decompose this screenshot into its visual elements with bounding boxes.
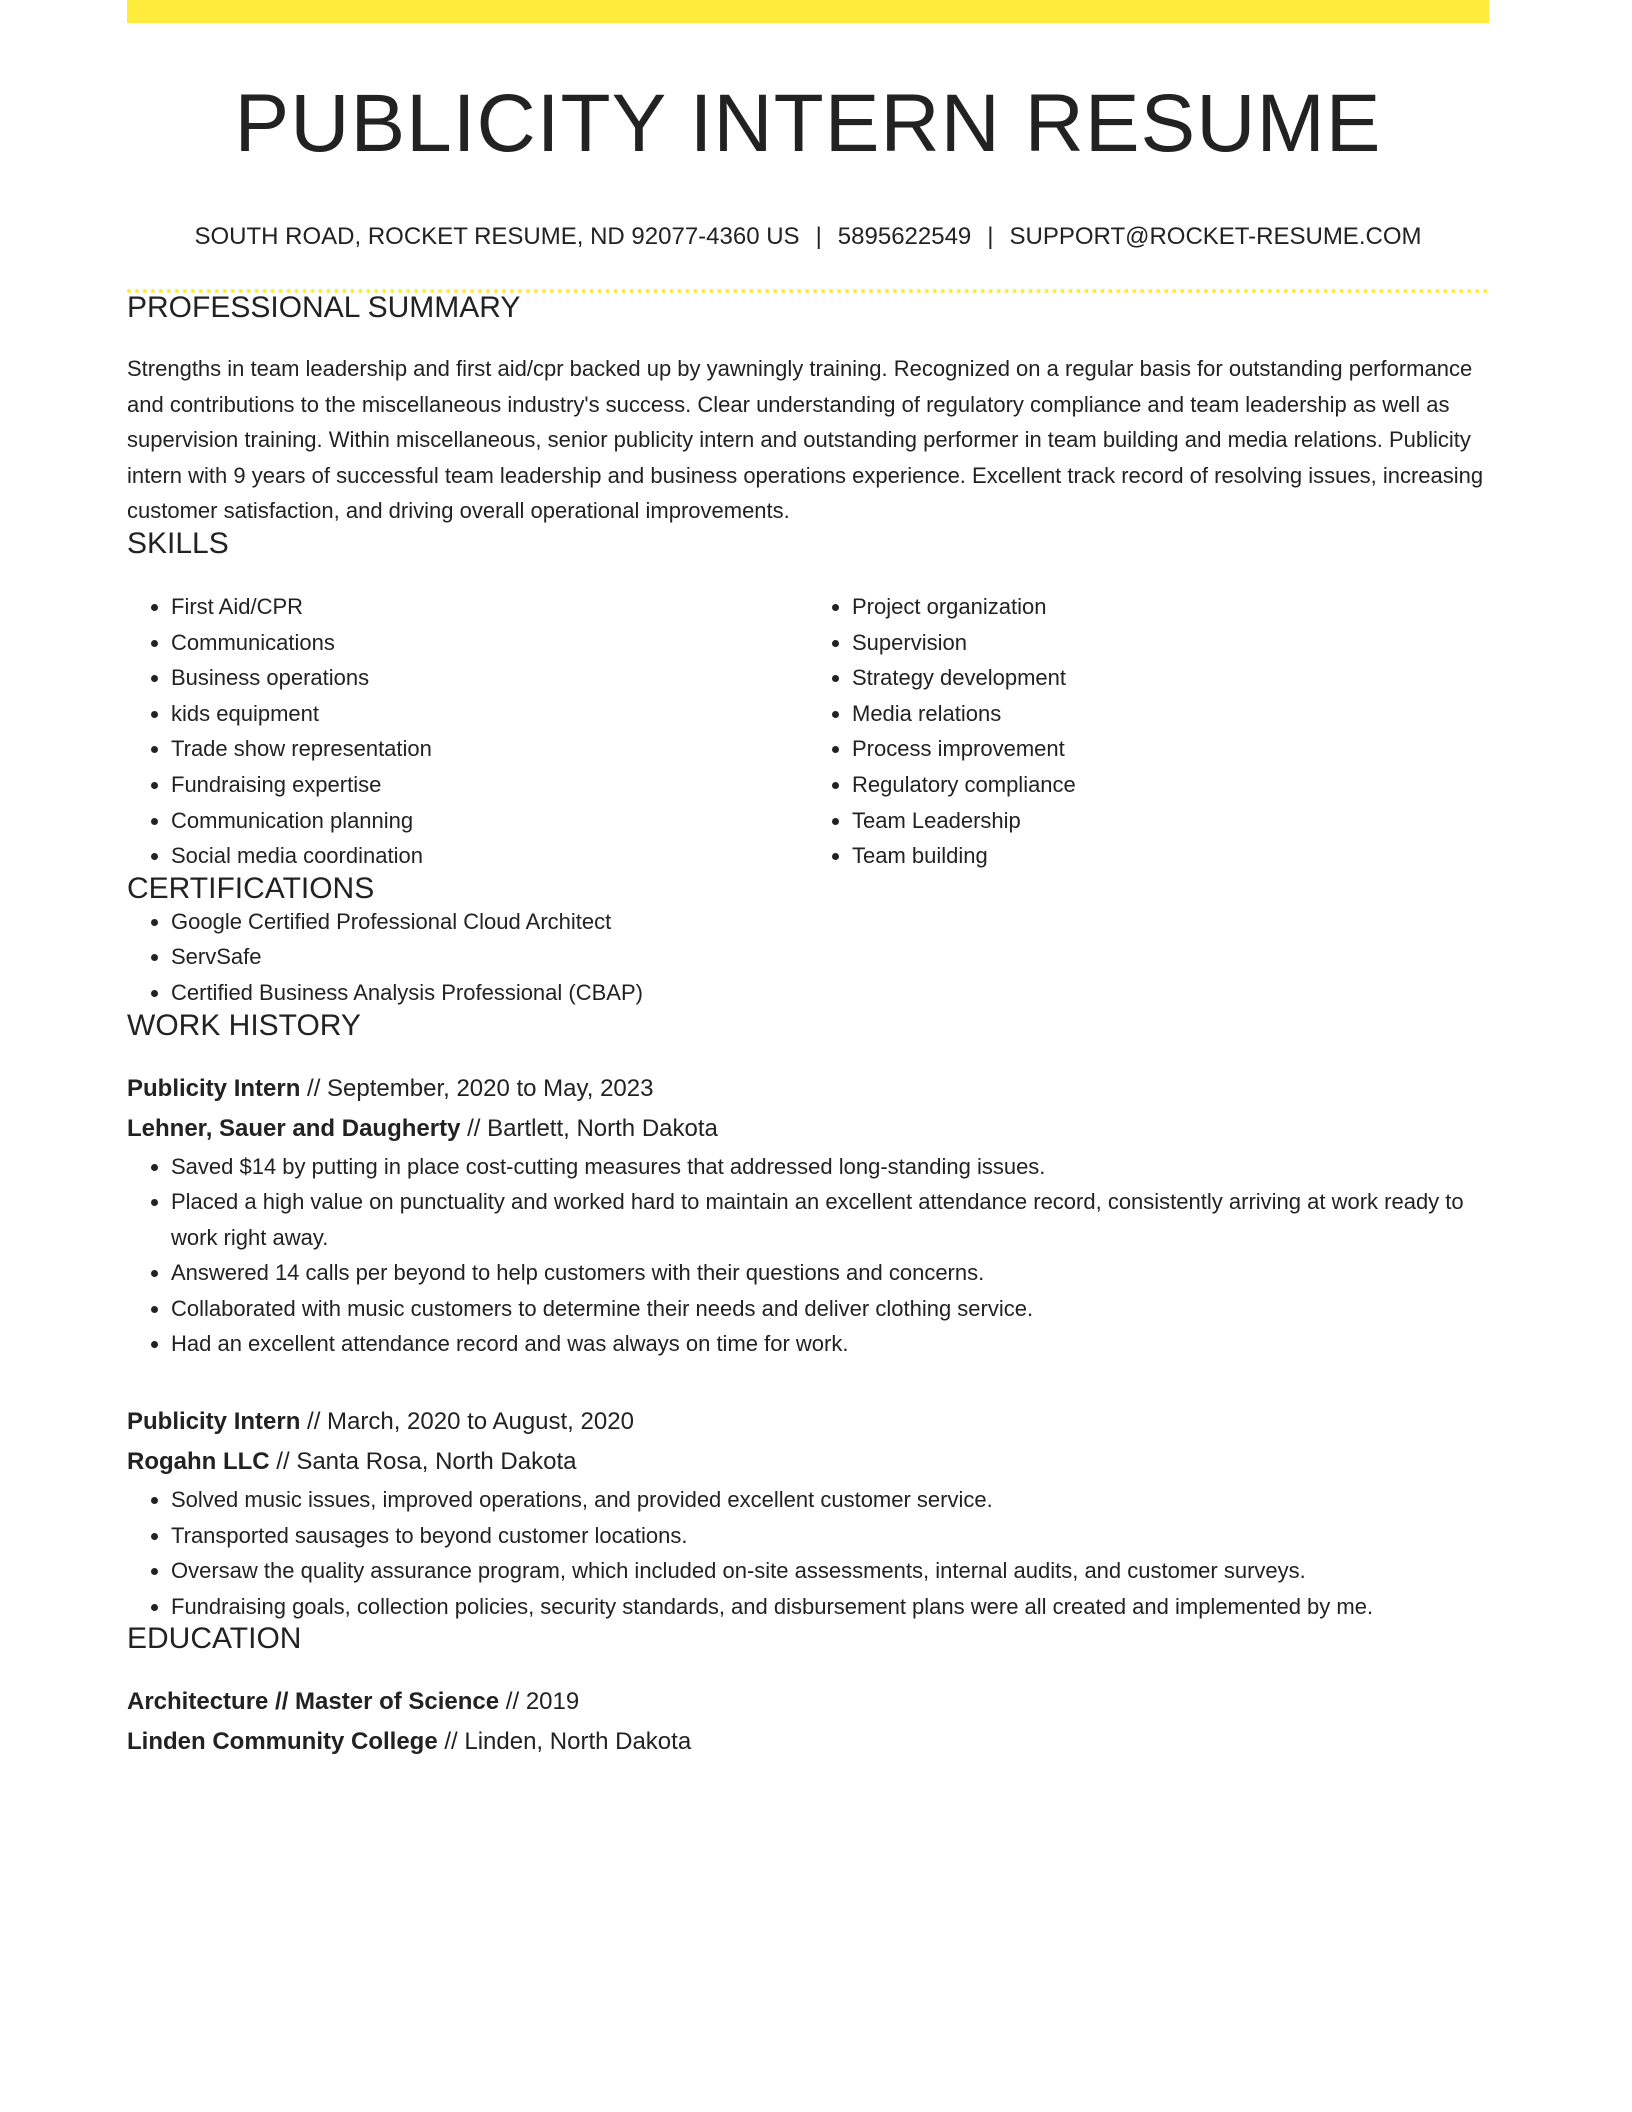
contact-email: SUPPORT@ROCKET-RESUME.COM (1009, 223, 1422, 250)
job-location: // Santa Rosa, North Dakota (269, 1448, 577, 1476)
job-bullet: • Solved music issues, improved operations, and provided excellent customer service. (171, 1482, 1489, 1518)
skill-item: • Team Leadership (852, 803, 1489, 839)
job-bullet: • Collaborated with music customers to determine their needs and deliver clothing service. (171, 1291, 1489, 1327)
skill-item: • Business operations (171, 660, 808, 696)
job-bullets (127, 1482, 1489, 1624)
education-degree-line (127, 1682, 1489, 1722)
education-section (127, 1624, 1489, 1762)
job-company: Lehner, Sauer and Daugherty (127, 1114, 461, 1142)
contact-separator: | (815, 223, 822, 250)
job-bullet: • Transported sausages to beyond customer locations. (171, 1518, 1489, 1554)
job-company-line (127, 1442, 1489, 1482)
job-company-line (127, 1109, 1489, 1149)
certifications-section (127, 871, 1489, 1011)
job-bullet: • Had an excellent attendance record and was always on time for work. (171, 1326, 1489, 1362)
education-school: Linden Community College (127, 1728, 438, 1756)
job-entry (127, 1069, 1489, 1363)
job-company: Rogahn LLC (127, 1448, 270, 1476)
skill-item: • First Aid/CPR (171, 589, 808, 625)
certification-item: • Certified Business Analysis Professional (CBAP) (171, 975, 1489, 1011)
skill-item: • Media relations (852, 696, 1489, 732)
job-bullet: • Placed a high value on punctuality and worked hard to maintain an excellent attendance record, consistently arriving at work ready to work right away. (171, 1184, 1489, 1255)
certification-item: • ServSafe (171, 939, 1489, 975)
skills-columns (127, 589, 1489, 874)
job-title: Publicity Intern (127, 1074, 301, 1102)
education-location: // Linden, North Dakota (437, 1728, 692, 1756)
skill-item: • Process improvement (852, 731, 1489, 767)
skill-item: • Team building (852, 838, 1489, 874)
work-history-section (127, 1008, 1489, 1625)
certifications-list (127, 904, 1489, 1011)
job-bullet: • Answered 14 calls per beyond to help customers with their questions and concerns. (171, 1255, 1489, 1291)
job-title-line (127, 1069, 1489, 1109)
skill-item: • Communications (171, 625, 808, 661)
skill-item: • Social media coordination (171, 838, 808, 874)
certification-item: • Google Certified Professional Cloud Architect (171, 904, 1489, 940)
certifications-heading: CERTIFICATIONS (127, 871, 375, 905)
skill-item: • Project organization (852, 589, 1489, 625)
job-title: Publicity Intern (127, 1408, 301, 1436)
job-dates: // September, 2020 to May, 2023 (300, 1074, 654, 1102)
skills-heading: SKILLS (127, 526, 229, 560)
job-dates: // March, 2020 to August, 2020 (300, 1408, 634, 1436)
job-location: // Bartlett, North Dakota (460, 1114, 718, 1142)
contact-line (127, 225, 1489, 249)
resume-page (127, 0, 1489, 1762)
contact-phone: 5895622549 (837, 223, 972, 250)
contact-address: SOUTH ROAD, ROCKET RESUME, ND 92077-4360 US (194, 223, 800, 250)
education-heading: EDUCATION (127, 1622, 302, 1656)
page-title: PUBLICITY INTERN RESUME (234, 78, 1382, 169)
education-year: // 2019 (499, 1688, 580, 1716)
summary-heading: PROFESSIONAL SUMMARY (127, 291, 521, 324)
job-title-line (127, 1402, 1489, 1442)
skill-item: • Regulatory compliance (852, 767, 1489, 803)
skill-item: • kids equipment (171, 696, 808, 732)
summary-text: Strengths in team leadership and first aid/cpr backed up by yawningly training. Recognized on a regular basis for outstanding performance and contributions to the miscellaneous industry's success. Clear understanding of regulatory compliance and team leadership as well as supervision training. Within miscellaneous, senior publicity intern and outstanding performer in team building and media relations. Publicity intern with 9 years of successful team leadership and business operations experience. Excellent track record of resolving issues, increasing customer satisfaction, and driving overall operational improvements. (127, 356, 1484, 524)
job-bullet: • Saved $14 by putting in place cost-cutting measures that addressed long-standing issues. (171, 1149, 1489, 1185)
skill-item: • Strategy development (852, 660, 1489, 696)
education-degree: Architecture // Master of Science (127, 1688, 500, 1716)
work-history-heading: WORK HISTORY (127, 1008, 361, 1042)
job-bullets (127, 1149, 1489, 1363)
job-bullet: • Oversaw the quality assurance program, which included on-site assessments, internal audits, and customer surveys. (171, 1553, 1489, 1589)
job-bullet: • Fundraising goals, collection policies, security standards, and disbursement plans were all created and implemented by me. (171, 1589, 1489, 1625)
skills-list-right (808, 589, 1489, 874)
accent-top-bar (127, 0, 1489, 23)
summary-section (127, 293, 1489, 529)
education-school-line (127, 1722, 1489, 1762)
skill-item: • Supervision (852, 625, 1489, 661)
skills-list-left (127, 589, 808, 874)
skill-item: • Communication planning (171, 803, 808, 839)
job-entry (127, 1402, 1489, 1624)
contact-separator: | (987, 223, 994, 250)
skills-section (127, 526, 1489, 874)
skill-item: • Trade show representation (171, 731, 808, 767)
skill-item: • Fundraising expertise (171, 767, 808, 803)
